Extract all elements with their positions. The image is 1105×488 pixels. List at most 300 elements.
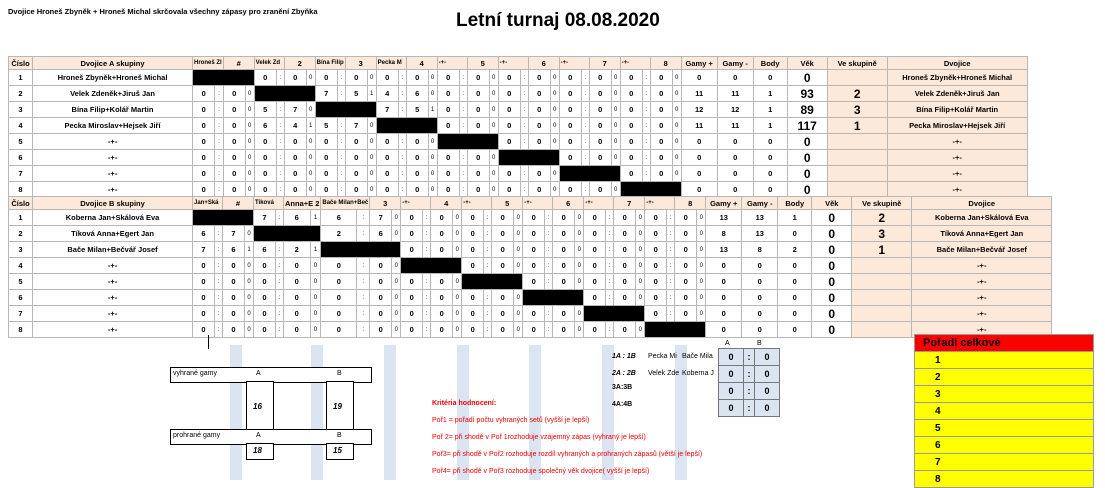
score-for[interactable]: 0 (193, 166, 215, 182)
score-for[interactable]: 0 (401, 322, 423, 338)
score-against[interactable]: 0 (650, 118, 672, 134)
self-match-cell (254, 86, 315, 102)
score-for[interactable]: 0 (321, 274, 357, 290)
score-sep: : (337, 182, 345, 198)
score-for[interactable]: 0 (315, 134, 337, 150)
score-against[interactable]: 0 (431, 290, 453, 306)
score-against[interactable]: 0 (492, 306, 514, 322)
self-match-cell (498, 150, 559, 166)
score-against[interactable]: 6 (370, 226, 392, 242)
score-for[interactable]: 0 (498, 118, 520, 134)
score-against[interactable]: 0 (223, 150, 245, 166)
score-for[interactable]: 0 (315, 150, 337, 166)
score-for[interactable]: 0 (498, 86, 520, 102)
score-against[interactable]: 0 (467, 70, 489, 86)
score-sep: : (459, 182, 467, 198)
score-for[interactable]: 0 (401, 274, 423, 290)
score-for[interactable]: 0 (559, 150, 581, 166)
score-against[interactable]: 0 (614, 274, 636, 290)
score-for[interactable]: 0 (376, 70, 398, 86)
score-for[interactable]: 0 (193, 118, 215, 134)
score-against[interactable]: 4 (284, 118, 306, 134)
score-for[interactable]: 0 (193, 258, 215, 274)
score-against[interactable]: 0 (650, 150, 672, 166)
score-against[interactable]: 0 (528, 134, 550, 150)
score-against[interactable]: 0 (284, 322, 311, 338)
score-against[interactable]: 0 (528, 102, 550, 118)
score-for[interactable]: 0 (193, 274, 215, 290)
score-for[interactable]: 0 (584, 210, 606, 226)
score-for[interactable]: 0 (645, 242, 667, 258)
score-a[interactable]: 0 (719, 400, 744, 417)
score-against[interactable]: 0 (589, 134, 611, 150)
score-for[interactable]: 0 (645, 306, 667, 322)
note-text: Dvojice Hroneš Zbyněk + Hroneš Michal skrčovala všechny zápasy pro zranění Zbyňka (8, 7, 318, 16)
score-against[interactable]: 5 (406, 102, 428, 118)
score-against[interactable]: 0 (528, 118, 550, 134)
score-for[interactable]: 0 (437, 166, 459, 182)
header-gp: Gamy + (706, 197, 742, 210)
score-for[interactable]: 0 (254, 322, 276, 338)
score-sep: : (606, 322, 614, 338)
score-against[interactable]: 0 (675, 290, 697, 306)
score-sep: : (484, 290, 492, 306)
score-against[interactable]: 0 (614, 290, 636, 306)
score-for[interactable]: 0 (620, 118, 642, 134)
score-for[interactable]: 0 (523, 306, 545, 322)
score-for[interactable]: 0 (498, 182, 520, 198)
score-sep: : (667, 210, 675, 226)
score-against[interactable]: 0 (492, 226, 514, 242)
score-for[interactable]: 0 (193, 134, 215, 150)
score-for[interactable]: 0 (584, 226, 606, 242)
score-against[interactable]: 0 (650, 86, 672, 102)
score-against[interactable]: 0 (345, 134, 367, 150)
score-against[interactable]: 0 (528, 182, 550, 198)
score-against[interactable]: 0 (223, 134, 245, 150)
score-for[interactable]: 0 (437, 150, 459, 166)
score-for[interactable]: 0 (584, 322, 606, 338)
score-against[interactable]: 5 (345, 86, 367, 102)
score-against[interactable]: 0 (614, 242, 636, 258)
score-for[interactable]: 0 (498, 70, 520, 86)
score-for[interactable]: 4 (376, 86, 398, 102)
score-for[interactable]: 0 (462, 242, 484, 258)
games-plus: 0 (706, 306, 742, 322)
score-for[interactable]: 0 (193, 182, 215, 198)
table-row (9, 118, 1028, 134)
set-point: 0 (489, 102, 498, 118)
score-against[interactable]: 0 (553, 274, 575, 290)
score-for[interactable]: 7 (376, 102, 398, 118)
score-against[interactable]: 0 (589, 70, 611, 86)
self-match-cell (193, 210, 254, 226)
score-for[interactable]: 0 (315, 166, 337, 182)
score-against[interactable]: 0 (284, 258, 311, 274)
score-for[interactable]: 0 (462, 226, 484, 242)
score-against[interactable]: 0 (675, 242, 697, 258)
score-a[interactable]: 0 (719, 383, 744, 400)
set-point: 0 (428, 86, 437, 102)
score-for[interactable]: 0 (559, 182, 581, 198)
score-sep: : (215, 86, 223, 102)
score-sep: : (398, 166, 406, 182)
score-for[interactable]: 0 (498, 102, 520, 118)
score-for[interactable]: 0 (254, 274, 276, 290)
score-for[interactable]: 0 (321, 258, 357, 274)
score-for[interactable]: 0 (401, 210, 423, 226)
score-sep: : (398, 102, 406, 118)
score-against[interactable]: 0 (589, 86, 611, 102)
set-point: 0 (245, 274, 254, 290)
score-against[interactable]: 0 (223, 306, 245, 322)
score-for[interactable]: 0 (645, 274, 667, 290)
score-for[interactable]: 0 (321, 290, 357, 306)
table-row (9, 258, 1052, 274)
score-for[interactable]: 0 (523, 242, 545, 258)
score-against[interactable]: 0 (370, 258, 392, 274)
score-against[interactable]: 0 (614, 210, 636, 226)
score-against[interactable]: 0 (553, 258, 575, 274)
score-for[interactable]: 0 (584, 242, 606, 258)
score-against[interactable]: 0 (492, 322, 514, 338)
score-for[interactable]: 0 (523, 210, 545, 226)
set-point: 0 (697, 242, 706, 258)
score-for[interactable]: 7 (193, 242, 215, 258)
score-for[interactable]: 0 (523, 274, 545, 290)
score-for[interactable]: 0 (254, 70, 276, 86)
score-against[interactable]: 0 (345, 150, 367, 166)
score-for[interactable]: 0 (559, 118, 581, 134)
score-for[interactable]: 0 (193, 102, 215, 118)
score-against[interactable]: 0 (589, 102, 611, 118)
match-player: Koberna J (682, 370, 714, 377)
score-against[interactable]: 0 (223, 322, 245, 338)
score-for[interactable]: 0 (254, 182, 276, 198)
criteria-line: Poř1 = pořadí počtu vyhraných setů (vyšší je lepší) (432, 417, 590, 424)
score-for[interactable]: 0 (498, 134, 520, 150)
score-against[interactable]: 0 (467, 150, 489, 166)
set-point: 0 (697, 306, 706, 322)
score-against[interactable]: 0 (467, 118, 489, 134)
score-against[interactable]: 0 (223, 182, 245, 198)
set-point: 0 (453, 210, 462, 226)
header-body: Body (778, 197, 812, 210)
score-against[interactable]: 0 (492, 290, 514, 306)
score-against[interactable]: 0 (370, 290, 392, 306)
games-plus: 13 (706, 242, 742, 258)
score-against[interactable]: 0 (223, 86, 245, 102)
score-for[interactable]: 0 (401, 242, 423, 258)
score-against[interactable]: 0 (406, 150, 428, 166)
score-against[interactable]: 0 (284, 150, 306, 166)
set-point: 0 (514, 258, 523, 274)
score-against[interactable]: 0 (284, 166, 306, 182)
score-for[interactable]: 0 (584, 258, 606, 274)
score-against[interactable]: 0 (284, 182, 306, 198)
header-opponent: -+- (559, 57, 589, 70)
score-against[interactable]: 0 (431, 322, 453, 338)
games-minus: 0 (742, 290, 778, 306)
score-for[interactable]: 0 (645, 226, 667, 242)
score-against[interactable]: 0 (589, 118, 611, 134)
ranking-place[interactable]: 2 (915, 369, 1094, 386)
set-point: 0 (453, 226, 462, 242)
score-against[interactable]: 0 (223, 118, 245, 134)
score-for[interactable]: 0 (498, 166, 520, 182)
score-for[interactable]: 0 (523, 226, 545, 242)
score-against[interactable]: 0 (553, 306, 575, 322)
score-against[interactable]: 2 (284, 242, 311, 258)
group-rank: 2 (827, 86, 887, 102)
score-against[interactable]: 0 (553, 210, 575, 226)
score-against[interactable]: 0 (406, 182, 428, 198)
score-against[interactable]: 0 (284, 274, 311, 290)
score-against[interactable]: 0 (589, 150, 611, 166)
score-against[interactable]: 0 (284, 70, 306, 86)
score-against[interactable]: 7 (284, 102, 306, 118)
score-for[interactable]: 0 (254, 290, 276, 306)
score-for[interactable]: 7 (254, 210, 276, 226)
score-against[interactable]: 0 (467, 182, 489, 198)
score-sep: : (423, 290, 431, 306)
score-sep: : (667, 306, 675, 322)
score-for[interactable]: 0 (523, 322, 545, 338)
score-for[interactable]: 0 (401, 306, 423, 322)
header-opponent: -+- (584, 197, 614, 210)
score-against[interactable]: 0 (431, 226, 453, 242)
score-against[interactable]: 0 (528, 70, 550, 86)
ranking-place[interactable]: 4 (915, 403, 1094, 420)
score-a[interactable]: 0 (719, 349, 744, 366)
score-against[interactable]: 0 (431, 242, 453, 258)
score-for[interactable]: 0 (620, 134, 642, 150)
pair-name-right: -+- (912, 306, 1052, 322)
score-for[interactable]: 0 (193, 86, 215, 102)
score-for[interactable]: 0 (645, 210, 667, 226)
games-minus: 0 (742, 322, 778, 338)
set-point: 0 (428, 182, 437, 198)
score-for[interactable]: 0 (254, 150, 276, 166)
score-against[interactable]: 0 (345, 70, 367, 86)
score-against[interactable]: 0 (431, 210, 453, 226)
score-against[interactable]: 0 (650, 70, 672, 86)
score-for[interactable]: 7 (315, 86, 337, 102)
score-for[interactable]: 6 (254, 118, 276, 134)
score-for[interactable]: 0 (437, 70, 459, 86)
score-for[interactable]: 0 (559, 70, 581, 86)
score-for[interactable]: 0 (559, 134, 581, 150)
score-against[interactable]: 0 (589, 182, 611, 198)
score-against[interactable]: 0 (467, 166, 489, 182)
ranking-place[interactable]: 3 (915, 386, 1094, 403)
score-for[interactable]: 0 (376, 182, 398, 198)
score-against[interactable]: 0 (614, 258, 636, 274)
score-for[interactable]: 0 (376, 134, 398, 150)
score-for[interactable]: 0 (559, 86, 581, 102)
score-for[interactable]: 0 (559, 102, 581, 118)
header-opponent-number: 7 (614, 197, 645, 210)
score-for[interactable]: 0 (462, 290, 484, 306)
score-for[interactable]: 6 (321, 210, 357, 226)
header-ves: Ve skupině (827, 57, 887, 70)
score-against[interactable]: 0 (223, 166, 245, 182)
score-for[interactable]: 6 (193, 226, 215, 242)
score-for[interactable]: 0 (584, 274, 606, 290)
score-against[interactable]: 0 (553, 242, 575, 258)
score-against[interactable]: 0 (650, 134, 672, 150)
score-for[interactable]: 0 (462, 306, 484, 322)
score-for[interactable]: 0 (254, 166, 276, 182)
lost-b-value: 15 (333, 446, 342, 455)
score-for[interactable]: 2 (321, 226, 357, 242)
score-against[interactable]: 0 (345, 166, 367, 182)
score-for[interactable]: 0 (376, 166, 398, 182)
score-against[interactable]: 0 (223, 102, 245, 118)
score-against[interactable]: 6 (406, 86, 428, 102)
score-sep: : (606, 226, 614, 242)
score-for[interactable]: 0 (645, 258, 667, 274)
score-for[interactable]: 0 (462, 210, 484, 226)
score-sep: : (276, 70, 284, 86)
score-for[interactable]: 0 (254, 258, 276, 274)
score-for[interactable]: 5 (254, 102, 276, 118)
score-against[interactable]: 0 (284, 290, 311, 306)
score-for[interactable]: 0 (193, 322, 215, 338)
score-for[interactable]: 0 (193, 290, 215, 306)
column-stripe (311, 345, 323, 480)
score-b[interactable]: 0 (755, 349, 780, 366)
score-for[interactable]: 6 (254, 242, 276, 258)
score-against[interactable]: 0 (370, 274, 392, 290)
score-against[interactable]: 0 (492, 258, 514, 274)
score-for[interactable]: 0 (620, 150, 642, 166)
score-against[interactable]: 7 (223, 226, 245, 242)
score-for[interactable]: 0 (437, 102, 459, 118)
score-against[interactable]: 0 (614, 226, 636, 242)
score-for[interactable]: 0 (437, 118, 459, 134)
score-against[interactable]: 0 (553, 322, 575, 338)
score-against[interactable]: 0 (675, 306, 697, 322)
score-against[interactable]: 0 (370, 306, 392, 322)
group-rank: 1 (827, 118, 887, 134)
score-against[interactable]: 0 (467, 102, 489, 118)
score-against[interactable]: 0 (431, 306, 453, 322)
score-against[interactable]: 0 (492, 242, 514, 258)
set-point: 0 (245, 290, 254, 306)
score-against[interactable]: 0 (223, 290, 245, 306)
score-for[interactable]: 0 (193, 150, 215, 166)
set-point: 0 (575, 306, 584, 322)
age: 0 (812, 242, 852, 258)
score-for[interactable]: 0 (437, 182, 459, 198)
set-point: 0 (489, 70, 498, 86)
score-sep: : (642, 134, 650, 150)
score-for[interactable]: 0 (462, 322, 484, 338)
score-for[interactable]: 0 (193, 306, 215, 322)
score-against[interactable]: 0 (406, 70, 428, 86)
score-against[interactable]: 0 (675, 258, 697, 274)
score-for[interactable]: 0 (401, 290, 423, 306)
score-sep: : (667, 274, 675, 290)
score-for[interactable]: 0 (321, 322, 357, 338)
score-against[interactable]: 0 (650, 102, 672, 118)
score-against[interactable]: 0 (675, 274, 697, 290)
ranking-place[interactable]: 6 (915, 437, 1094, 454)
header-gp: Gamy + (681, 57, 717, 70)
score-for[interactable]: 0 (584, 290, 606, 306)
score-for[interactable]: 0 (620, 102, 642, 118)
score-for[interactable]: 0 (620, 86, 642, 102)
score-for[interactable]: 0 (620, 70, 642, 86)
score-against[interactable]: 0 (675, 226, 697, 242)
score-for[interactable]: 0 (523, 258, 545, 274)
score-for[interactable]: 0 (254, 134, 276, 150)
score-for[interactable]: 0 (321, 306, 357, 322)
score-for[interactable]: 0 (315, 70, 337, 86)
score-against[interactable]: 7 (370, 210, 392, 226)
score-for[interactable]: 0 (620, 166, 642, 182)
score-for[interactable]: 0 (462, 258, 484, 274)
score-against[interactable]: 0 (492, 210, 514, 226)
ranking-place[interactable]: 1 (915, 352, 1094, 369)
score-for[interactable]: 0 (437, 86, 459, 102)
table-row (9, 322, 1052, 338)
score-for[interactable]: 0 (645, 290, 667, 306)
score-a[interactable]: 0 (719, 366, 744, 383)
score-against[interactable]: 6 (223, 242, 245, 258)
score-for[interactable]: 0 (376, 150, 398, 166)
score-against[interactable]: 0 (553, 226, 575, 242)
ranking-place[interactable]: 5 (915, 420, 1094, 437)
score-sep: : (606, 290, 614, 306)
score-against[interactable]: 7 (345, 118, 367, 134)
score-against[interactable]: 0 (406, 166, 428, 182)
score-against[interactable]: 0 (528, 86, 550, 102)
score-against[interactable]: 0 (284, 134, 306, 150)
score-against[interactable]: 0 (345, 182, 367, 198)
score-against[interactable]: 0 (431, 274, 453, 290)
score-against[interactable]: 0 (406, 134, 428, 150)
ranking-place[interactable]: 7 (915, 454, 1094, 471)
score-for[interactable]: 0 (315, 182, 337, 198)
set-point: 1 (306, 118, 315, 134)
score-against[interactable]: 0 (467, 86, 489, 102)
score-sep: : (276, 242, 284, 258)
score-for[interactable]: 5 (315, 118, 337, 134)
score-against[interactable]: 0 (614, 322, 636, 338)
score-against[interactable]: 0 (370, 322, 392, 338)
score-against[interactable]: 6 (284, 210, 311, 226)
score-sep: : (545, 322, 553, 338)
score-against[interactable]: 0 (675, 210, 697, 226)
score-sep: : (520, 118, 528, 134)
header-opponent: -+- (523, 197, 553, 210)
score-against[interactable]: 0 (223, 274, 245, 290)
ranking-place[interactable]: 8 (915, 471, 1094, 488)
set-point: 0 (514, 306, 523, 322)
score-against[interactable]: 0 (650, 166, 672, 182)
score-against[interactable]: 0 (528, 166, 550, 182)
score-for[interactable]: 0 (401, 226, 423, 242)
score-b[interactable]: 0 (755, 383, 780, 400)
score-for[interactable]: 0 (254, 306, 276, 322)
score-b[interactable]: 0 (755, 400, 780, 417)
divider-line (208, 335, 209, 349)
score-against[interactable]: 0 (223, 258, 245, 274)
score-against[interactable]: 0 (284, 306, 311, 322)
score-b[interactable]: 0 (755, 366, 780, 383)
